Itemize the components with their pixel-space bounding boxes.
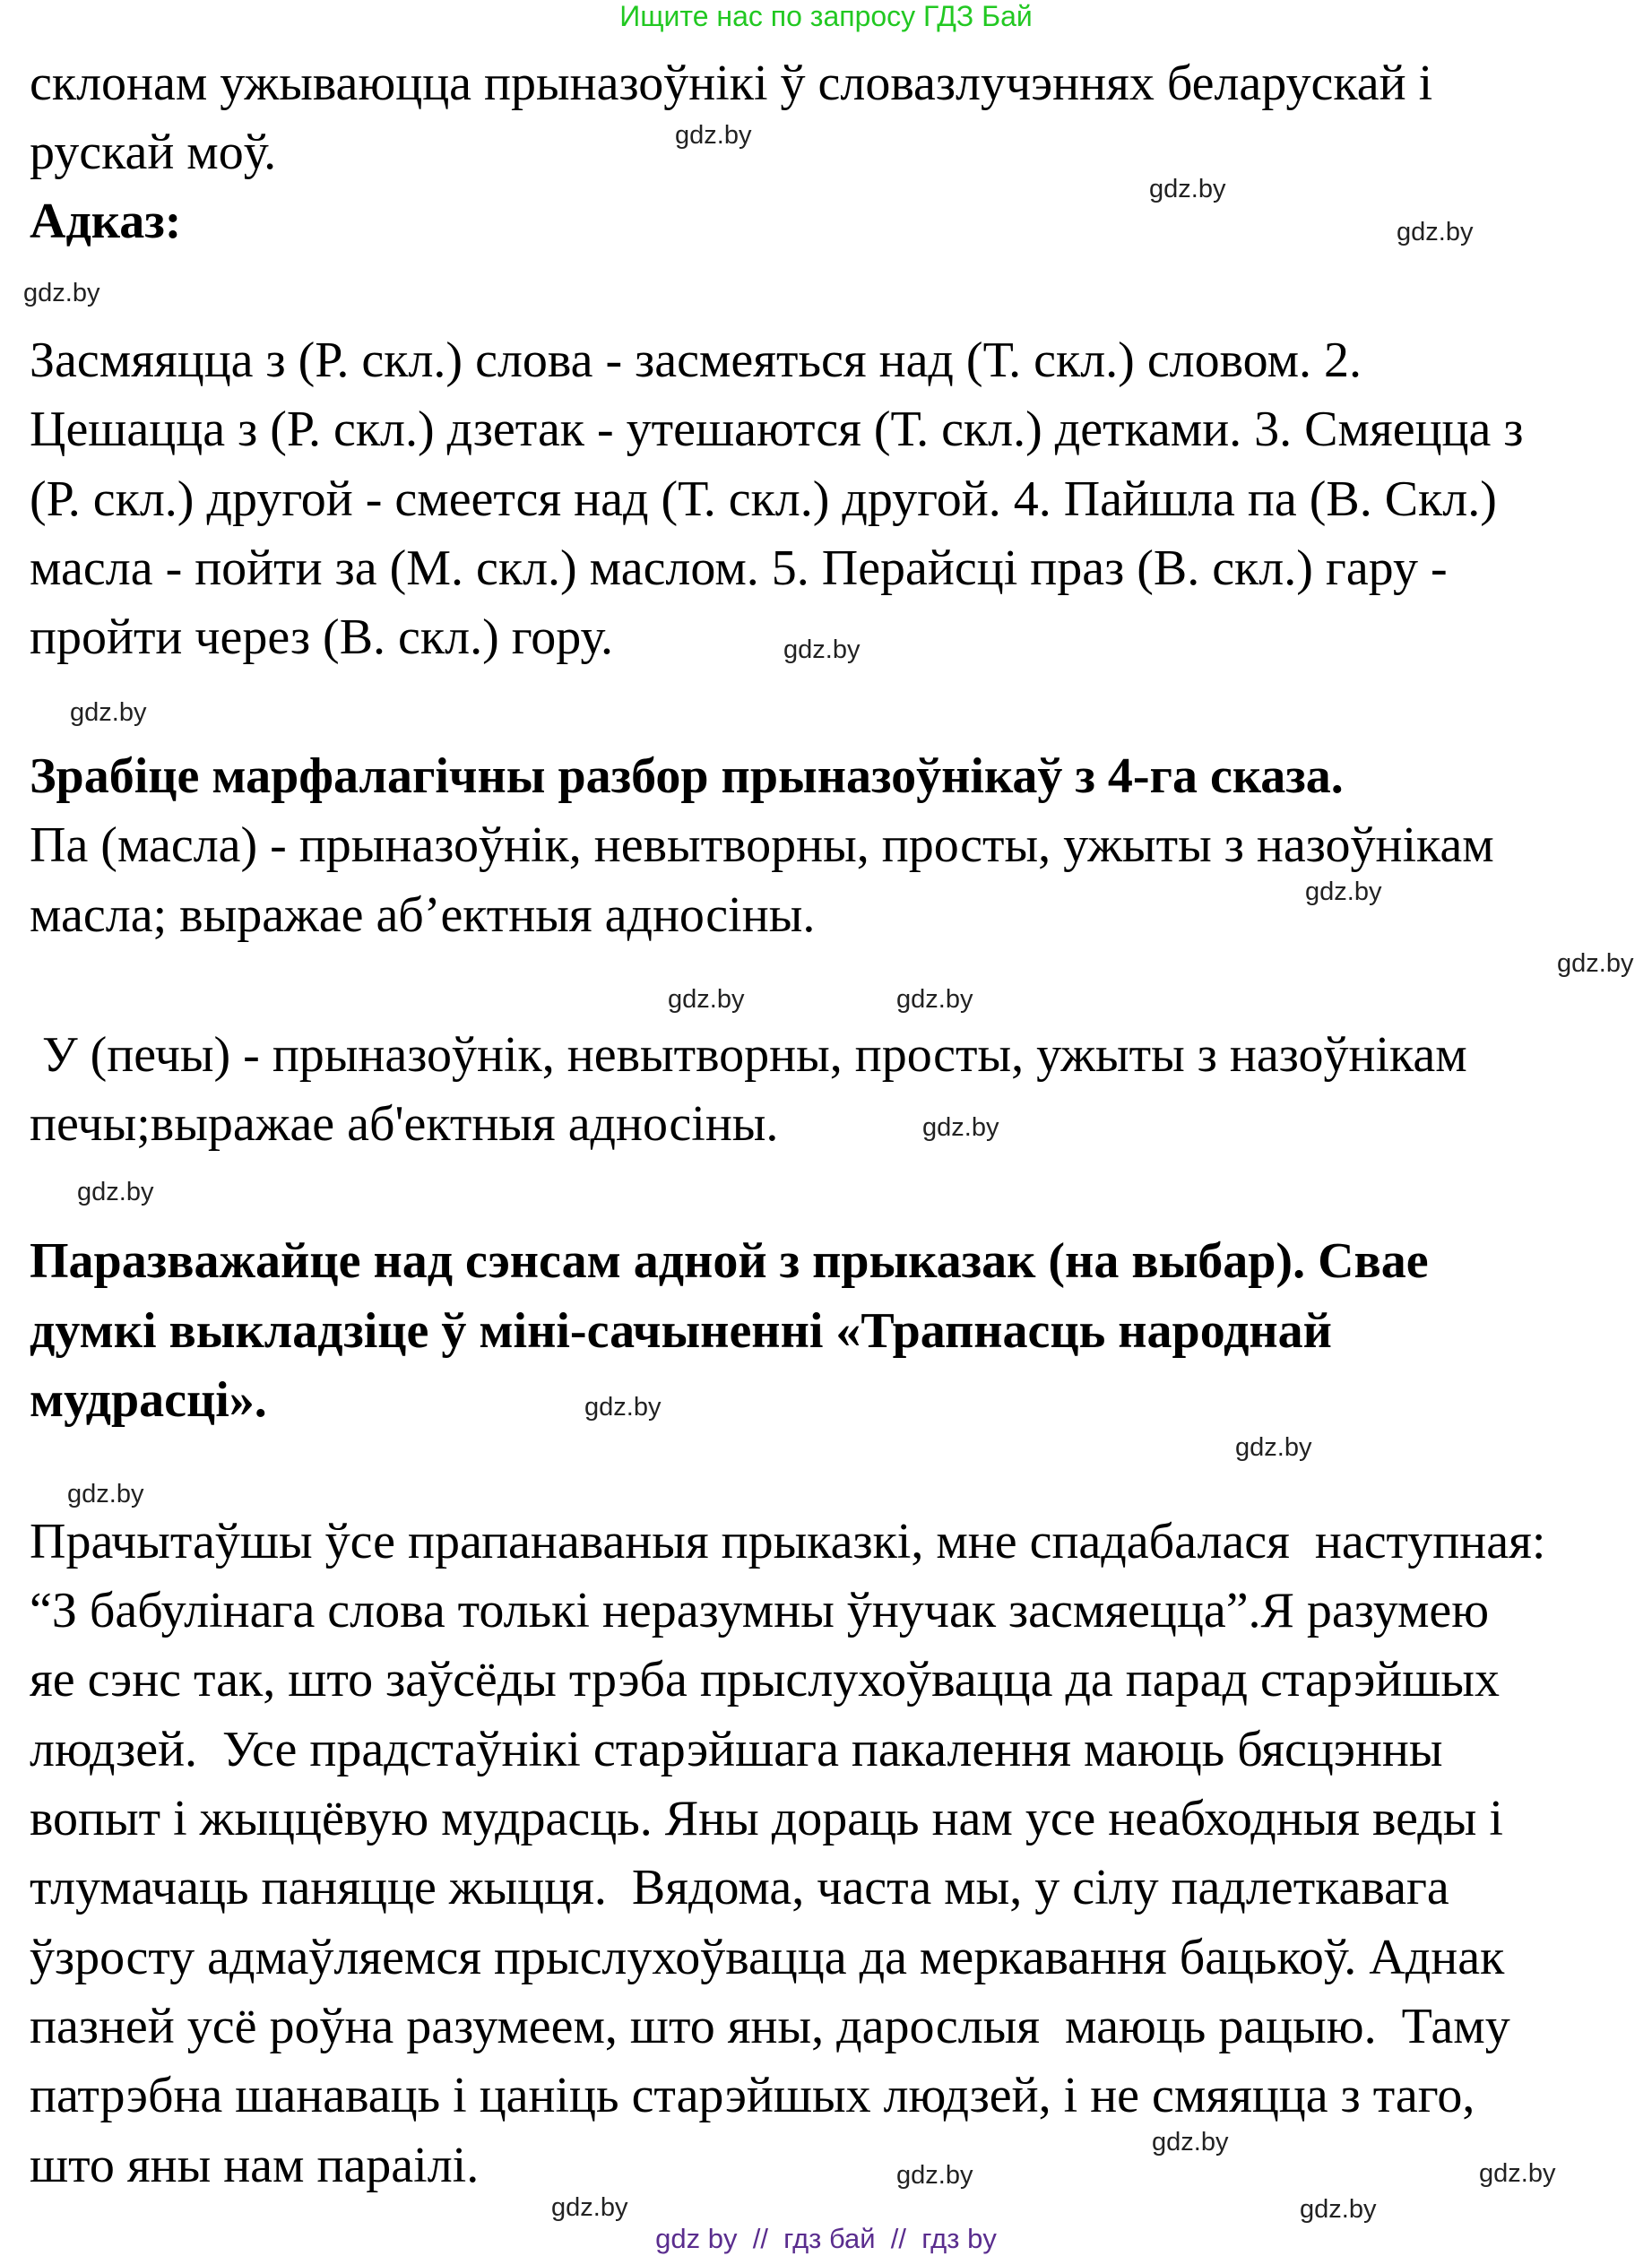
watermark: gdz.by — [1152, 2128, 1229, 2157]
watermark: gdz.by — [922, 1113, 999, 1142]
essay-line: людзей. Усе прадстаўнікі старэйшага пакалення маюць бясцэнны — [30, 1722, 1443, 1777]
task3-heading: мудрасці». — [30, 1372, 267, 1428]
watermark: gdz.by — [1479, 2159, 1556, 2188]
task3-heading: Паразважайце над сэнсам адной з прыказак (на выбар). Свае — [30, 1233, 1429, 1289]
watermark: gdz.by — [1305, 877, 1382, 906]
watermark: gdz.by — [67, 1480, 144, 1508]
essay-line: “З бабулінага слова толькі неразумны ўнучак засмяецца”.Я разумею — [30, 1583, 1490, 1638]
watermark: gdz.by — [1149, 175, 1226, 203]
watermark: gdz.by — [23, 279, 100, 307]
essay-line: ўзросту адмаўляемся прыслухоўвацца да меркавання бацькоў. Аднак — [30, 1930, 1505, 1985]
footer-links: gdz by // гдз бай // гдз by — [655, 2223, 997, 2254]
watermark: gdz.by — [584, 1393, 662, 1422]
watermark: gdz.by — [1235, 1433, 1312, 1462]
answer-label: Адказ: — [30, 194, 182, 249]
answer-line: масла - пойти за (М. скл.) маслом. 5. Перайсці праз (В. скл.) гару - — [30, 540, 1448, 596]
essay-line: патрэбна шанаваць і цаніць старэйшых людзей, і не смяяцца з таго, — [30, 2068, 1475, 2123]
answer-line: (Р. скл.) другой - смеется над (Т. скл.) другой. 4. Пайшла па (В. Скл.) — [30, 471, 1497, 527]
answer-line: пройти через (В. скл.) гору. — [30, 609, 613, 665]
watermark: gdz.by — [1300, 2195, 1377, 2224]
task2-line: Па (масла) - прыназоўнік, невытворны, просты, ужыты з назоўнікам — [30, 817, 1494, 873]
watermark: gdz.by — [896, 985, 973, 1014]
intro-line: склонам ужываюцца прыназоўнікі ў словазлучэннях беларускай і — [30, 56, 1433, 111]
essay-line: што яны нам параілі. — [30, 2138, 480, 2193]
essay-line: яе сэнс так, што заўсёды трэба прыслухоўвацца да парад старэйшых — [30, 1652, 1500, 1707]
watermark: gdz.by — [1397, 218, 1474, 246]
header-banner: Ищите нас по запросу ГДЗ Бай — [619, 0, 1033, 32]
essay-line: тлумачаць паняцце жыцця. Вядома, часта мы, у сілу падлеткавага — [30, 1860, 1449, 1915]
task2-line: У (печы) - прыназоўнік, невытворны, просты, ужыты з назоўнікам — [30, 1027, 1467, 1083]
essay-line: вопыт і жыццёвую мудрасць. Яны дораць нам усе неабходныя веды і — [30, 1791, 1503, 1846]
essay-line: пазней усё роўна разумеем, што яны, дарослыя маюць рацыю. Таму — [30, 1999, 1510, 2054]
watermark: gdz.by — [896, 2161, 973, 2190]
task2-heading: Зрабіце марфалагічны разбор прыназоўнікаў з 4-га сказа. — [30, 748, 1344, 804]
watermark: gdz.by — [1557, 949, 1634, 978]
watermark: gdz.by — [668, 985, 745, 1014]
task2-line: печы;выражае аб'ектныя адносіны. — [30, 1096, 779, 1152]
essay-line: Прачытаўшы ўсе прапанаваныя прыказкі, мне спадабалася наступная: — [30, 1514, 1546, 1569]
intro-line: рускай моў. — [30, 125, 277, 180]
answer-line: Засмяяцца з (Р. скл.) слова - засмеяться над (Т. скл.) словом. 2. — [30, 333, 1362, 388]
watermark: gdz.by — [783, 635, 861, 664]
task3-heading: думкі выкладзіце ў міні-сачыненні «Трапнасць народнай — [30, 1303, 1332, 1359]
answer-line: Цешацца з (Р. скл.) дзетак - утешаются (Т. скл.) детками. 3. Смяецца з — [30, 402, 1524, 457]
watermark: gdz.by — [70, 698, 147, 727]
watermark: gdz.by — [551, 2193, 628, 2222]
task2-line: масла; выражае аб’ектныя адносіны. — [30, 887, 816, 943]
watermark: gdz.by — [77, 1178, 154, 1206]
watermark: gdz.by — [675, 121, 752, 150]
